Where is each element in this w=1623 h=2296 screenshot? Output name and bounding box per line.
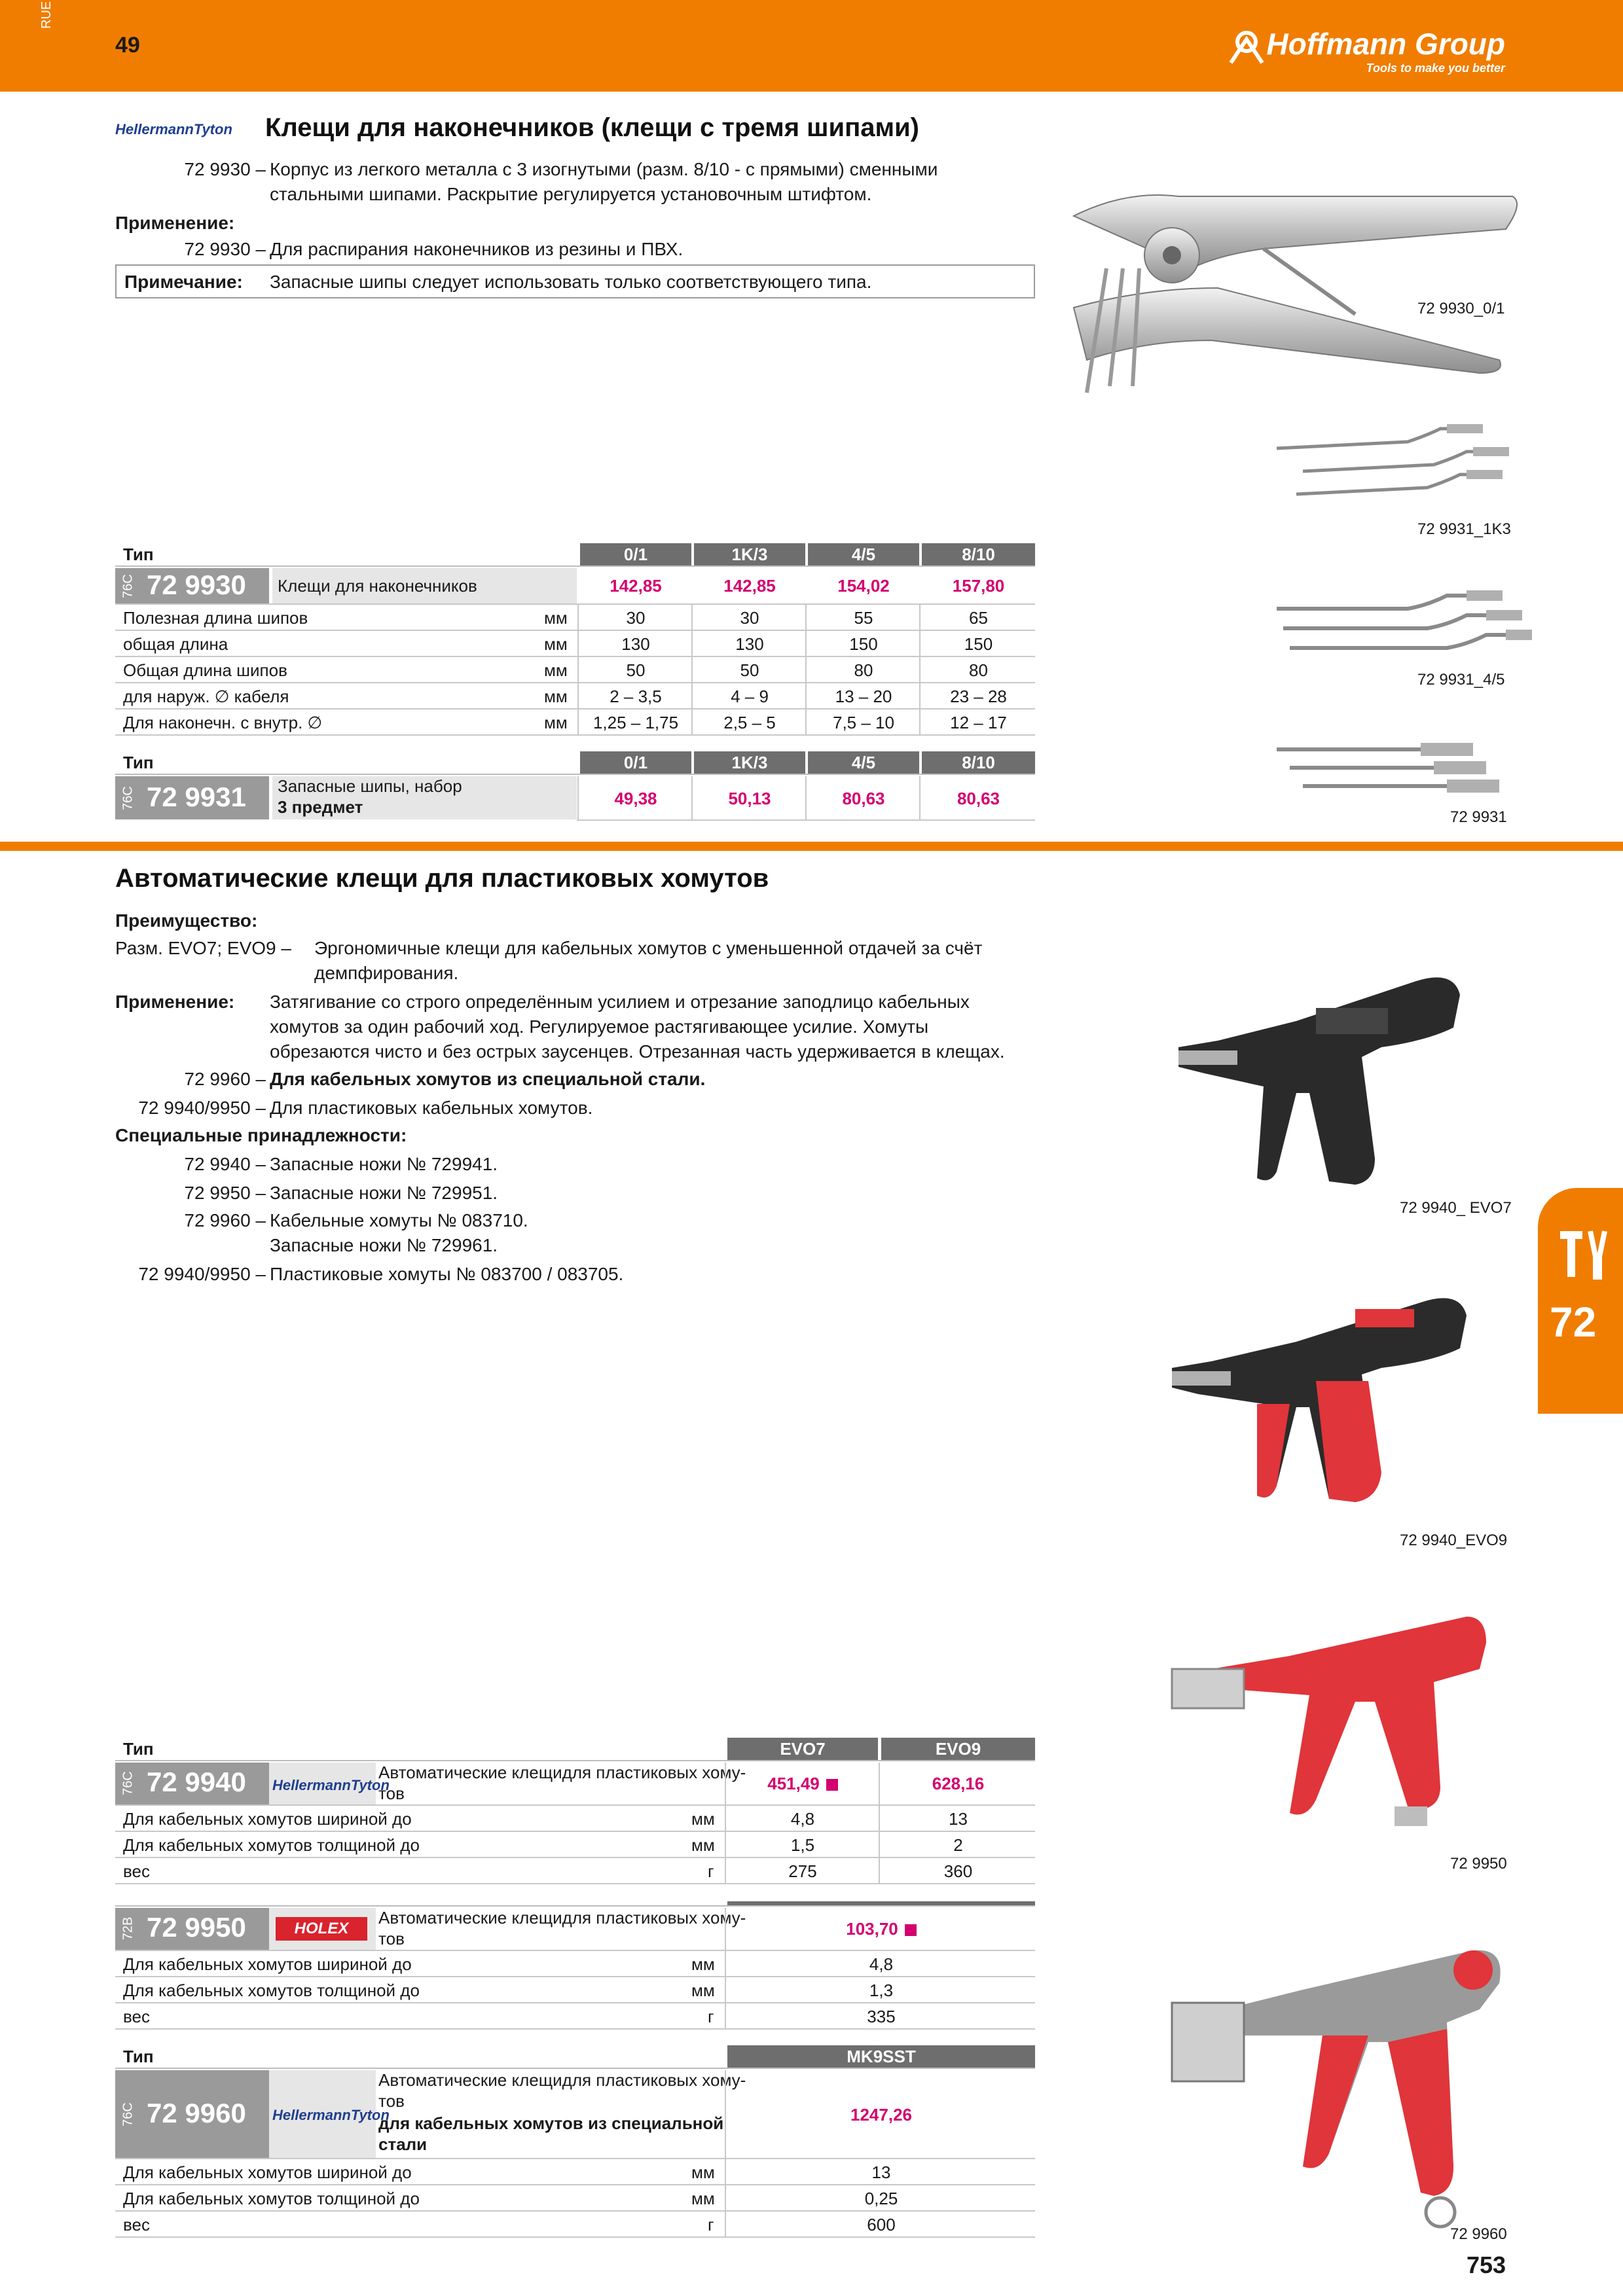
caption-evo7: 72 9940_ EVO7 — [1400, 1199, 1512, 1217]
brand-name: Hoffmann Group — [1266, 27, 1505, 61]
advantage-line2: демпфирования. — [314, 963, 459, 983]
cell: 130 — [621, 634, 650, 654]
spikes-45-image — [1277, 583, 1539, 661]
note-box — [115, 264, 1035, 298]
chapter-tab — [1538, 1188, 1623, 1414]
row-unit: мм — [544, 687, 568, 706]
row-unit: мм — [544, 660, 568, 680]
caption-7299314: 72 9931_4/5 — [1417, 671, 1505, 689]
article-prefix: 72B — [120, 1916, 136, 1941]
tools-icon — [1558, 1227, 1610, 1286]
row-unit: мм — [544, 634, 568, 654]
price: 50,13 — [728, 789, 771, 808]
evo9-image — [1159, 1276, 1473, 1518]
cell: 2 — [953, 1835, 963, 1855]
acc-code: 72 9940/9950 – — [138, 1264, 266, 1284]
cell: 80 — [969, 660, 988, 680]
application2-line2: хомутов за один рабочий ход. Регулируемое растягивающее усилие. Хомуты — [270, 1016, 929, 1037]
cell: 4,8 — [790, 1809, 815, 1829]
type-label: Тип — [123, 753, 154, 772]
article-name-line1: Запасные шипы, набор — [278, 776, 462, 796]
article-name-line2: тов — [378, 1929, 405, 1948]
acc-code: 72 9940 – — [184, 1154, 266, 1174]
row-unit: мм — [691, 1809, 715, 1829]
article-box — [115, 568, 269, 603]
cell: 50 — [740, 660, 759, 680]
price: 154,02 — [837, 576, 890, 596]
col-header: 1K/3 — [694, 543, 805, 565]
cell: 30 — [626, 608, 646, 628]
price: 157,80 — [952, 576, 1005, 596]
row-label: Для кабельных хомутов шириной до — [123, 1954, 412, 1974]
holex-logo: HOLEX — [276, 1917, 367, 1941]
article-name-line4: стали — [378, 2134, 428, 2154]
app-code: 72 9930 – — [184, 239, 266, 259]
acc-text: Запасные ножи № 729951. — [270, 1183, 498, 1203]
article-number: 72 9950 — [147, 1912, 246, 1943]
col-header: 8/10 — [922, 543, 1035, 565]
cell: 55 — [854, 608, 873, 628]
hellermanntyton-logo: HellermannTyton — [115, 121, 232, 137]
type-label: Тип — [123, 545, 154, 564]
cell: 7,5 – 10 — [833, 713, 894, 732]
cell: 13 — [949, 1809, 968, 1829]
col-header: 0/1 — [580, 751, 691, 774]
cell: 150 — [964, 634, 993, 654]
row-unit: мм — [691, 2162, 715, 2182]
cell: 1,3 — [869, 1981, 894, 2000]
price: 451,49 — [727, 1770, 878, 1797]
desc-line2: стальными шипами. Раскрытие регулируется установочным штифтом. — [270, 184, 872, 204]
article-box — [115, 1763, 269, 1804]
app9940-text: Для пластиковых кабельных хомутов. — [270, 1098, 593, 1118]
type-label: Тип — [123, 2047, 154, 2066]
hoffmann-logo-icon — [1227, 26, 1266, 65]
row-label: Для кабельных хомутов шириной до — [123, 1809, 412, 1829]
article-name-line1: Автоматические клещидля пластиковых хому- — [378, 1763, 746, 1782]
type-label: Тип — [123, 1739, 154, 1759]
caption-7299311k3: 72 9931_1K3 — [1417, 520, 1511, 538]
spikes-straight-image — [1277, 736, 1539, 802]
spikes-1k3-image — [1277, 419, 1539, 504]
row-unit: г — [708, 2215, 714, 2234]
cell: 2 – 3,5 — [610, 687, 662, 706]
section1-title: Клещи для наконечников (клещи с тремя шипами) — [265, 113, 919, 142]
app9960-code: 72 9960 – — [184, 1069, 266, 1089]
col-header: 4/5 — [808, 751, 919, 774]
price: 80,63 — [957, 789, 1000, 808]
acc-text: Пластиковые хомуты № 083700 / 083705. — [270, 1264, 624, 1284]
price: 103,70 — [727, 1916, 1035, 1942]
article-prefix: 76C — [120, 574, 136, 598]
caption-7299300: 72 9930_0/1 — [1417, 300, 1505, 317]
acc-text: Кабельные хомуты № 083710. — [270, 1210, 528, 1230]
col-header: 1K/3 — [694, 751, 805, 774]
row-unit: г — [708, 2007, 714, 2026]
desc-line1: Корпус из легкого металла с 3 изогнутыми (разм. 8/10 - с прямыми) сменными — [270, 159, 938, 179]
cell: 12 – 17 — [950, 713, 1007, 732]
article-box — [115, 776, 269, 819]
row-unit: г — [708, 1861, 714, 1881]
article-name-line2: тов — [378, 2091, 405, 2111]
caption-evo9: 72 9940_EVO9 — [1400, 1532, 1508, 1549]
article-name: Клещи для наконечников — [278, 576, 477, 596]
mk9sst-image — [1159, 1931, 1512, 2238]
accessories-label: Специальные принадлежности: — [115, 1125, 407, 1145]
article-name-line1: Автоматические клещидля пластиковых хому- — [378, 1908, 746, 1928]
row-label: Для кабельных хомутов толщиной до — [123, 2189, 420, 2208]
cell: 50 — [626, 660, 646, 680]
advantage-code: Разм. EVO7; EVO9 – — [115, 938, 291, 958]
cell: 2,5 – 5 — [723, 713, 776, 732]
cell: 80 — [854, 660, 873, 680]
row-unit: мм — [691, 2189, 715, 2208]
row-label: Для кабельных хомутов толщиной до — [123, 1981, 420, 2000]
col-header: 8/10 — [922, 751, 1035, 774]
col-header: 4/5 — [808, 543, 919, 565]
page-header — [0, 0, 1623, 92]
row-unit: мм — [691, 1835, 715, 1855]
article-number: 72 9960 — [147, 2098, 246, 2128]
hellermanntyton-logo: HellermannTyton — [272, 1777, 390, 1793]
article-name-line3: для кабельных хомутов из специальной — [378, 2113, 724, 2133]
desc-code: 72 9930 – — [184, 159, 266, 179]
price: 142,85 — [723, 576, 776, 596]
note-text: Запасные шипы следует использовать только соответствующего типа. — [270, 272, 872, 292]
cell: 1,25 – 1,75 — [593, 713, 679, 732]
application2-label: Применение: — [115, 992, 235, 1012]
advantage-label: Преимущество: — [115, 910, 258, 931]
col-header: EVO7 — [727, 1738, 878, 1760]
article-prefix: 76C — [120, 2102, 136, 2126]
cell: 360 — [943, 1861, 973, 1881]
application2-line3: обрезаются чисто и без острых заусенцев. Отрезанная часть удерживается в клещах. — [270, 1041, 1005, 1062]
cell: 275 — [788, 1861, 817, 1881]
price: 1247,26 — [850, 2105, 912, 2125]
application-label: Применение: — [115, 213, 235, 233]
row-unit: мм — [544, 713, 568, 732]
col-header: MK9SST — [727, 2045, 1035, 2068]
row-label: вес — [123, 2215, 150, 2234]
cell: 4,8 — [869, 1954, 894, 1974]
price: 80,63 — [842, 789, 885, 808]
article-name-line2: 3 предмет — [278, 797, 363, 817]
cell: 65 — [969, 608, 988, 628]
row-label: Полезная длина шипов — [123, 608, 308, 628]
app-text: Для распирания наконечников из резины и ПВХ. — [270, 239, 684, 259]
cell: 4 – 9 — [731, 687, 769, 706]
col-header: 0/1 — [580, 543, 691, 565]
article-number: 72 9930 — [147, 569, 246, 600]
language-code: RUE — [39, 1, 54, 29]
caption-729931: 72 9931 — [1450, 808, 1507, 826]
price: 142,85 — [610, 576, 662, 596]
acc-code: 72 9950 – — [184, 1183, 266, 1203]
acc-text: Запасные ножи № 729941. — [270, 1154, 498, 1174]
cell: 150 — [849, 634, 878, 654]
acc-code: 72 9960 – — [184, 1210, 266, 1230]
row-unit: мм — [691, 1954, 715, 1974]
cell: 13 — [871, 2162, 891, 2182]
cell: 30 — [740, 608, 759, 628]
article-name-line1: Автоматические клещидля пластиковых хому- — [378, 2070, 746, 2090]
article-number: 72 9940 — [147, 1767, 246, 1797]
cell: 335 — [867, 2007, 896, 2026]
section-divider — [0, 842, 1623, 851]
note-label: Примечание: — [124, 272, 243, 292]
acc-text: Запасные ножи № 729961. — [270, 1235, 498, 1255]
section2-title: Автоматические клещи для пластиковых хомутов — [115, 864, 769, 893]
row-unit: мм — [691, 1981, 715, 2000]
pliers-image — [1048, 177, 1525, 399]
article-number: 72 9931 — [147, 781, 246, 812]
app9960-text: Для кабельных хомутов из специальной стали. — [270, 1069, 706, 1089]
price: 49,38 — [614, 789, 657, 808]
advantage-line1: Эргономичные клещи для кабельных хомутов с уменьшенной отдачей за счёт — [314, 938, 983, 958]
article-prefix: 76C — [120, 1771, 136, 1795]
caption-729950: 72 9950 — [1450, 1855, 1507, 1873]
cell: 0,25 — [864, 2189, 898, 2208]
article-prefix: 76C — [120, 786, 136, 810]
article-box — [115, 2070, 269, 2158]
hellermanntyton-logo: HellermannTyton — [272, 2107, 390, 2123]
row-label: вес — [123, 1861, 150, 1881]
page-number-bottom: 753 — [1467, 2251, 1506, 2278]
cell: 23 – 28 — [950, 687, 1007, 706]
holex-gun-image — [1159, 1604, 1499, 1852]
cell: 130 — [735, 634, 764, 654]
article-name-line2: тов — [378, 1784, 405, 1803]
application2-line1: Затягивание со строго определённым усилием и отрезание заподлицо кабельных — [270, 992, 970, 1012]
evo7-image — [1165, 942, 1467, 1204]
app9940-code: 72 9940/9950 – — [138, 1098, 266, 1118]
page-number-top: 49 — [115, 33, 140, 58]
cell: 600 — [867, 2215, 896, 2234]
row-label: для наруж. ∅ кабеля — [123, 687, 289, 706]
row-label: Общая длина шипов — [123, 660, 287, 680]
row-label: вес — [123, 2007, 150, 2026]
row-label: Для кабельных хомутов толщиной до — [123, 1835, 420, 1855]
chapter-number: 72 — [1550, 1299, 1597, 1346]
row-label: Для кабельных хомутов шириной до — [123, 2162, 412, 2182]
caption-729960: 72 9960 — [1450, 2225, 1507, 2243]
row-label: Для наконечн. с внутр. ∅ — [123, 713, 323, 732]
cell: 13 – 20 — [835, 687, 892, 706]
col-header: EVO9 — [881, 1738, 1035, 1760]
cell: 1,5 — [790, 1835, 815, 1855]
article-box — [115, 1908, 269, 1950]
row-label: общая длина — [123, 634, 228, 654]
row-unit: мм — [544, 608, 568, 628]
brand-tagline: Tools to make you better — [1366, 62, 1505, 75]
price: 628,16 — [932, 1774, 985, 1793]
